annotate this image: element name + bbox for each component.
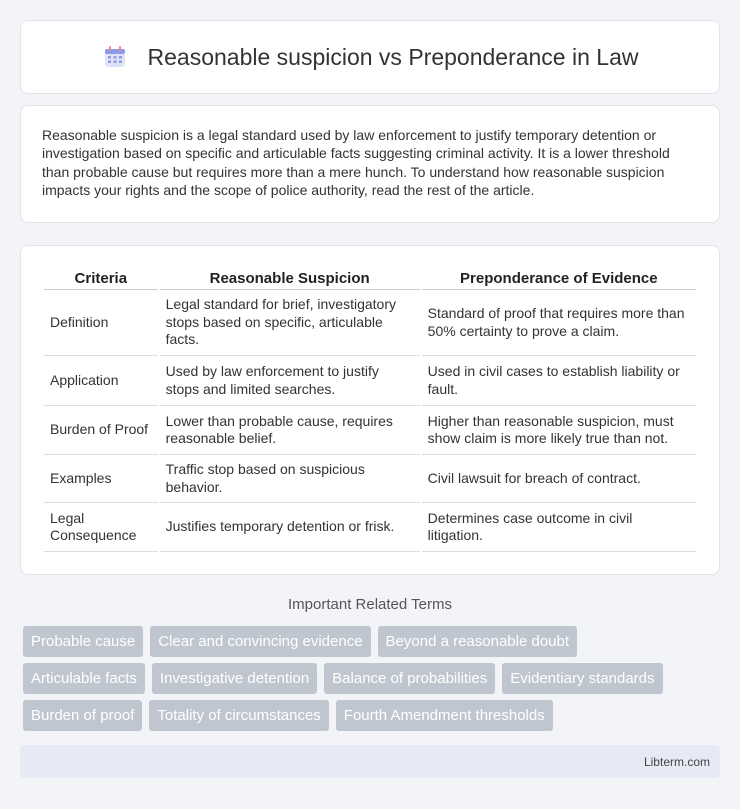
table-row (44, 356, 696, 406)
tag-row (23, 626, 713, 657)
comparison-table (42, 268, 698, 552)
table-row (44, 503, 696, 552)
tag-clear-and-convincing-evidence[interactable]: Clear and convincing evidence (150, 626, 370, 657)
reasonable-suspicion-cell: Legal standard for brief, investigatory stops based on specific, articulable facts. (160, 290, 420, 356)
reasonable-suspicion-cell: Traffic stop based on suspicious behavior. (160, 455, 420, 503)
preponderance-cell: Civil lawsuit for breach of contract. (422, 455, 696, 503)
tag-row (23, 663, 713, 694)
tag-row (23, 700, 713, 731)
preponderance-cell: Standard of proof that requires more than 50% certainty to prove a claim. (422, 290, 696, 356)
tag-probable-cause[interactable]: Probable cause (23, 626, 143, 657)
reasonable-suspicion-cell: Justifies temporary detention or frisk. (160, 503, 420, 552)
header-card (20, 20, 720, 94)
tag-beyond-a-reasonable-doubt[interactable]: Beyond a reasonable doubt (378, 626, 577, 657)
calendar-grid-icon (102, 44, 128, 70)
related-terms-title: Important Related Terms (288, 596, 452, 613)
intro-paragraph: Reasonable suspicion is a legal standard used by law enforcement to justify temporary detention or investigation based on specific and articulable facts suggesting criminal activity. It is a lower threshold than probable cause but requires more than a mere hunch. To understand how reasonable suspicion impacts your rights and the scope of police authority, read the rest of the article. (42, 127, 670, 199)
table-row (44, 406, 696, 455)
related-terms-tags (23, 626, 713, 737)
tag-burden-of-proof[interactable]: Burden of proof (23, 700, 142, 731)
criteria-cell: Application (44, 356, 158, 406)
reasonable-suspicion-cell: Lower than probable cause, requires reasonable belief. (160, 406, 420, 455)
criteria-cell: Burden of Proof (44, 406, 158, 455)
tag-evidentiary-standards[interactable]: Evidentiary standards (502, 663, 662, 694)
header-criteria: Criteria (44, 268, 158, 290)
table-row (44, 290, 696, 356)
tag-investigative-detention[interactable]: Investigative detention (152, 663, 317, 694)
tag-balance-of-probabilities[interactable]: Balance of probabilities (324, 663, 495, 694)
comparison-card (20, 245, 720, 575)
tag-totality-of-circumstances[interactable]: Totality of circumstances (149, 700, 328, 731)
preponderance-cell: Used in civil cases to establish liability or fault. (422, 356, 696, 406)
footer-site-link[interactable]: Libterm.com (643, 754, 710, 769)
table-header-row (44, 268, 696, 290)
preponderance-cell: Determines case outcome in civil litigation. (422, 503, 696, 552)
criteria-cell: Legal Consequence (44, 503, 158, 552)
tag-fourth-amendment-thresholds[interactable]: Fourth Amendment thresholds (336, 700, 553, 731)
preponderance-cell: Higher than reasonable suspicion, must show claim is more likely true than not. (422, 406, 696, 455)
page-title: Reasonable suspicion vs Preponderance in Law (147, 43, 639, 70)
criteria-cell: Examples (44, 455, 158, 503)
header-preponderance: Preponderance of Evidence (422, 268, 696, 290)
reasonable-suspicion-cell: Used by law enforcement to justify stops and limited searches. (160, 356, 420, 406)
tag-articulable-facts[interactable]: Articulable facts (23, 663, 145, 694)
header-reasonable-suspicion: Reasonable Suspicion (160, 268, 420, 290)
footer (20, 745, 720, 778)
criteria-cell: Definition (44, 290, 158, 356)
intro-card (20, 105, 720, 223)
table-row (44, 455, 696, 503)
